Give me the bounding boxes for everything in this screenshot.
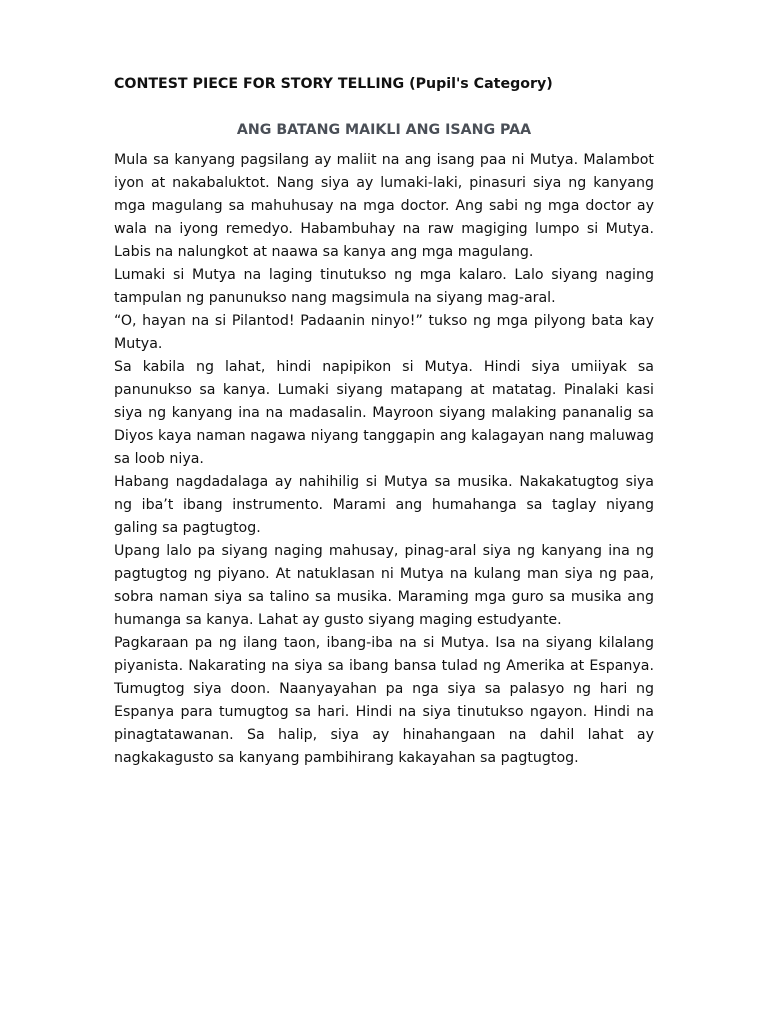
story-body xyxy=(114,149,654,770)
paragraph: Upang lalo pa siyang naging mahusay, pinag-aral siya ng kanyang ina ng pagtugtog ng piyano. At natuklasan ni Mutya na kulang man siya ng paa, sobra naman siya sa talino sa musika. Maraming mga guro sa musika ang humanga sa kanya. Lahat ay gusto siyang maging estudyante. xyxy=(114,543,654,628)
paragraph: Lumaki si Mutya na laging tinutukso ng mga kalaro. Lalo siyang naging tampulan ng panunukso nang magsimula na siyang mag-aral. xyxy=(114,267,654,306)
document-heading: CONTEST PIECE FOR STORY TELLING (Pupil's Category) xyxy=(114,76,553,92)
paragraph: Habang nagdadalaga ay nahihilig si Mutya sa musika. Nakakatugtog siya ng iba’t ibang instrumento. Marami ang humahanga sa taglay niyang galing sa pagtugtog. xyxy=(114,474,654,536)
paragraph: “O, hayan na si Pilantod! Padaanin ninyo!” tukso ng mga pilyong bata kay Mutya. xyxy=(114,313,654,352)
story-title: ANG BATANG MAIKLI ANG ISANG PAA xyxy=(236,122,532,138)
paragraph: Mula sa kanyang pagsilang ay maliit na ang isang paa ni Mutya. Malambot iyon at nakabaluktot. Nang siya ay lumaki-laki, pinasuri siya ng kanyang mga magulang sa mahuhusay na mga doctor. Ang sabi ng mga doctor ay wala na iyong remedyo. Habambuhay na raw magiging lumpo si Mutya. Labis na nalungkot at naawa sa kanya ang mga magulang. xyxy=(114,152,654,260)
paragraph: Sa kabila ng lahat, hindi napipikon si Mutya. Hindi siya umiiyak sa panunukso sa kanya. Lumaki siyang matapang at matatag. Pinalaki kasi siya ng kanyang ina na madasalin. Mayroon siyang malaking pananalig sa Diyos kaya naman nagawa niyang tanggapin ang kalagayan nang maluwag sa loob niya. xyxy=(114,359,654,467)
paragraph: Pagkaraan pa ng ilang taon, ibang-iba na si Mutya. Isa na siyang kilalang piyanista. Nakarating na siya sa ibang bansa tulad ng Amerika at Espanya. Tumugtog siya doon. Naanyayahan pa nga siya sa palasyo ng hari ng Espanya para tumugtog sa hari. Hindi na siya tinutukso ngayon. Hindi na pinagtatawanan. Sa halip, siya ay hinahangaan na dahil lahat ay nagkakagusto sa kanyang pambihirang kakayahan sa pagtugtog. xyxy=(114,635,654,766)
